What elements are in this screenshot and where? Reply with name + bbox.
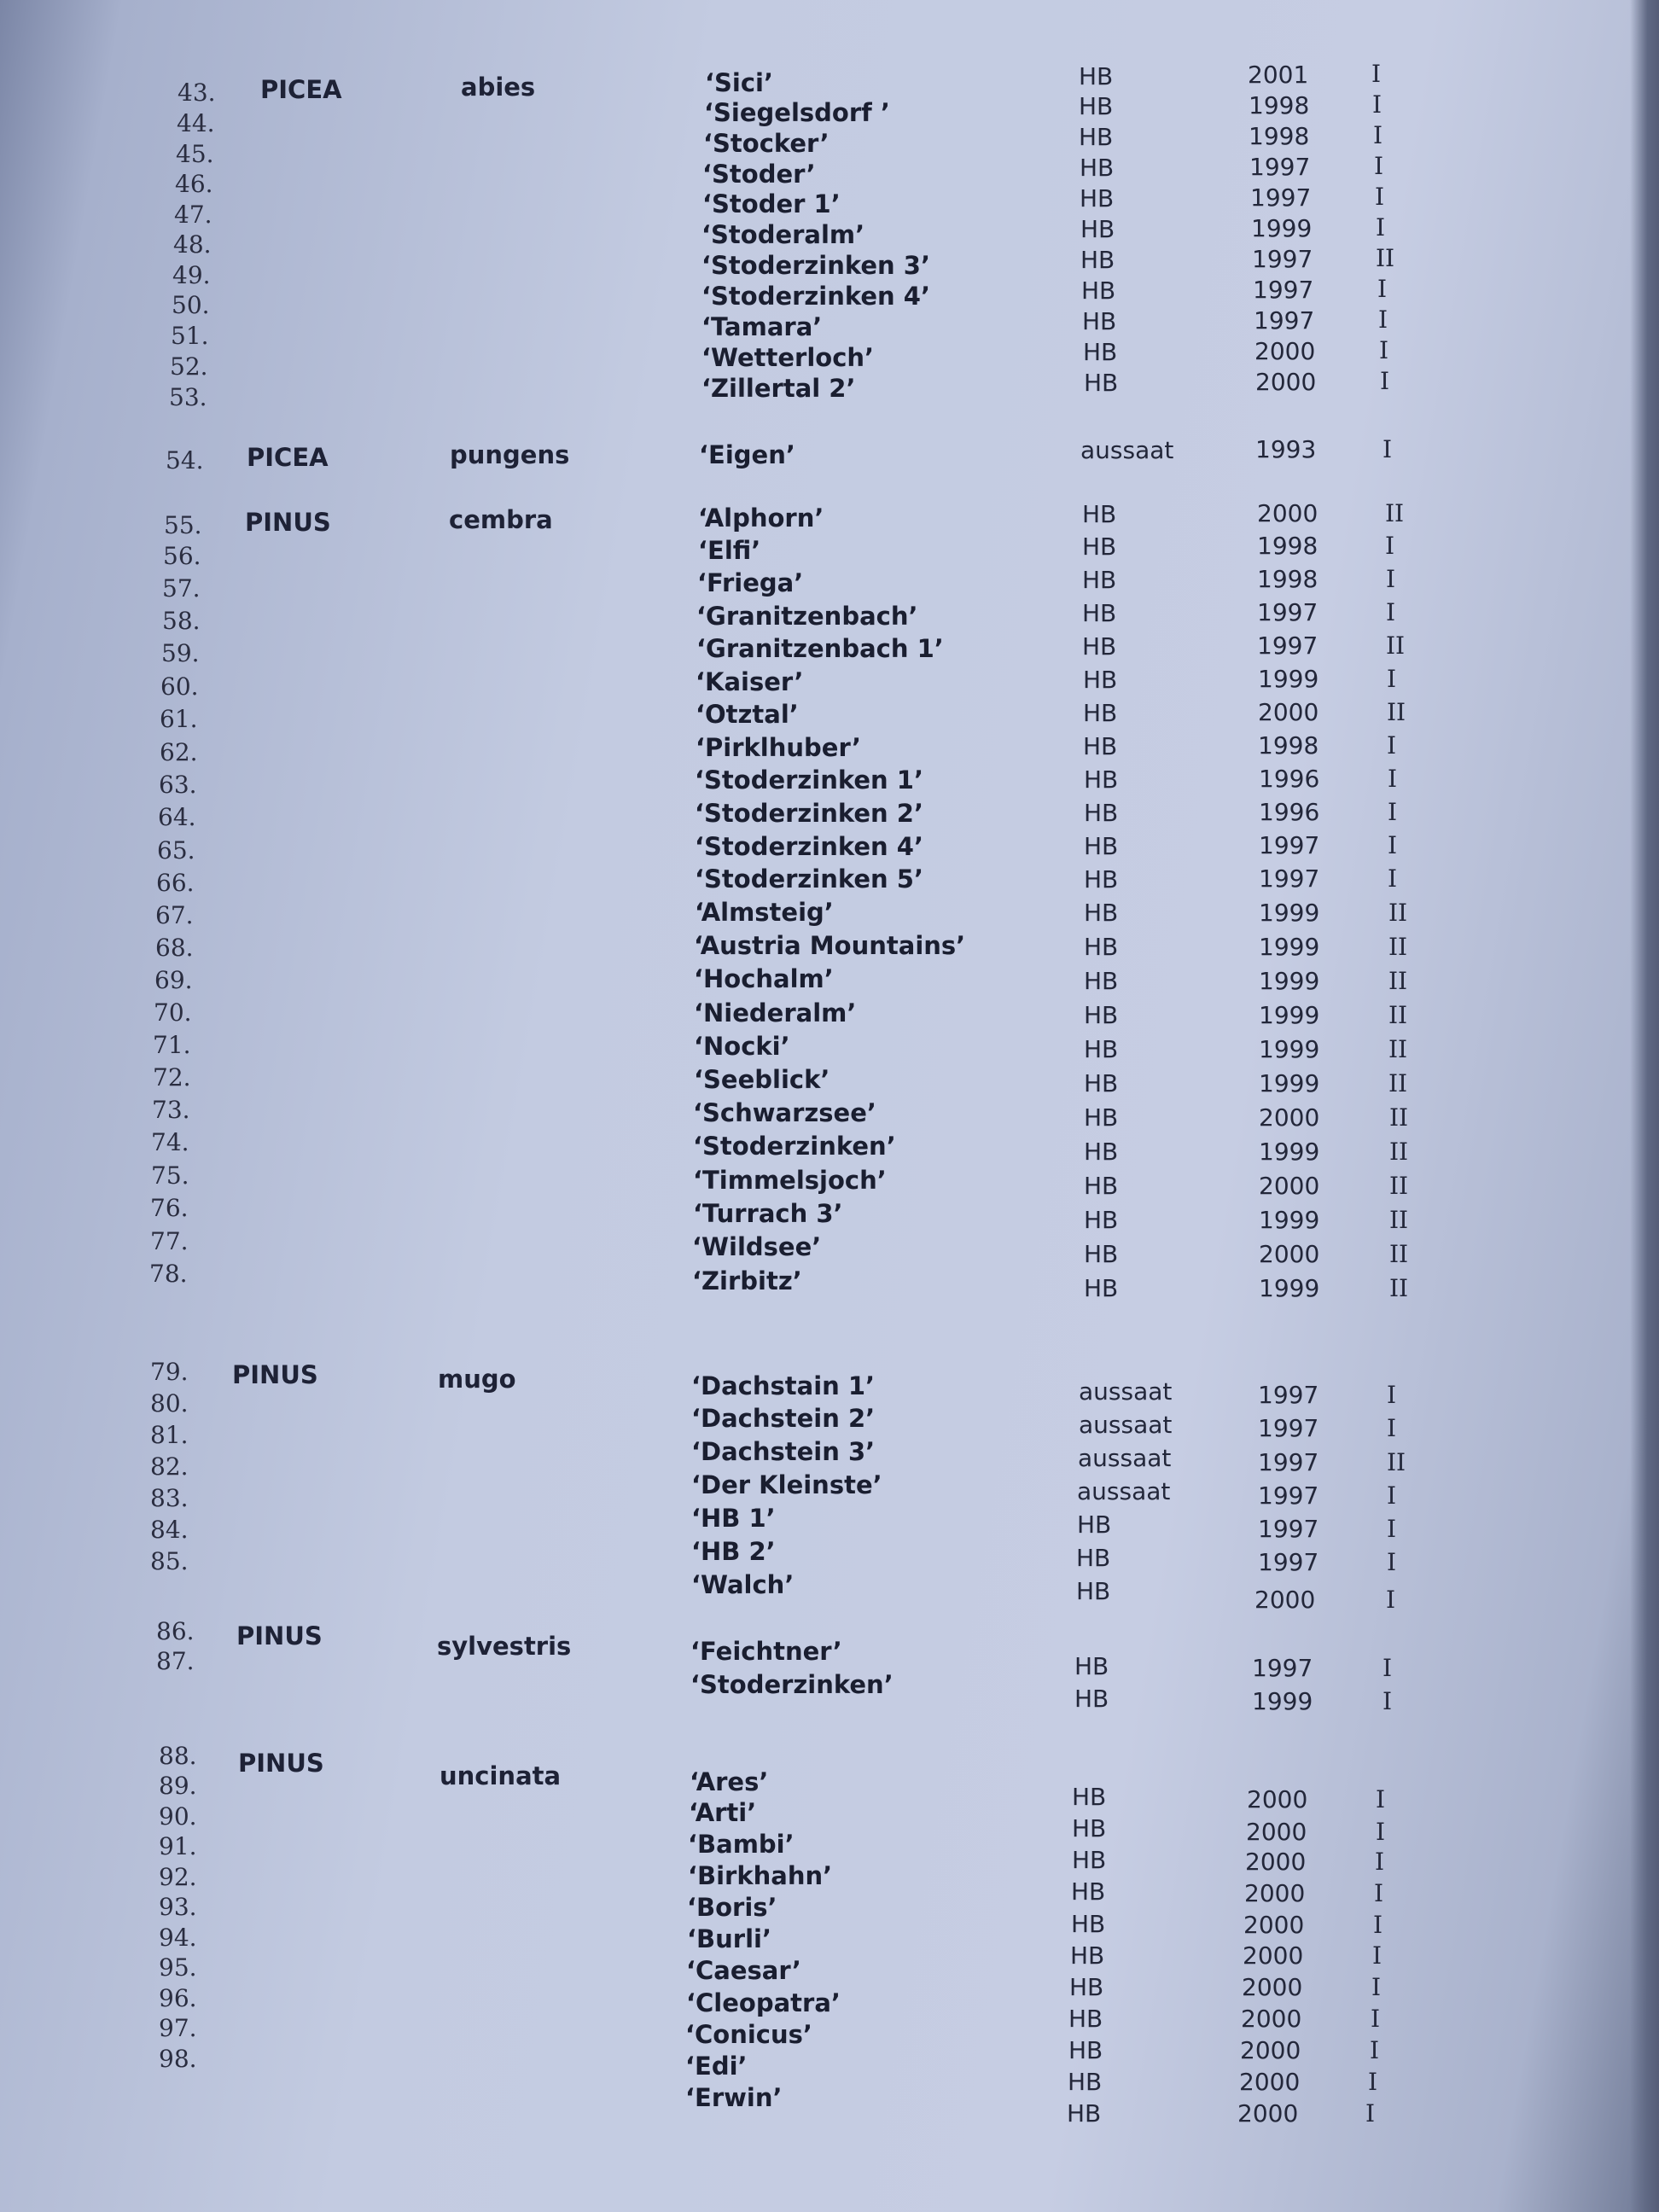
row-number: 77. (150, 1227, 189, 1255)
row-number: 66. (156, 869, 195, 897)
year-cell: 2000 (1259, 1103, 1320, 1132)
year-cell: 1999 (1259, 933, 1320, 961)
row-number: 74. (151, 1128, 189, 1156)
grade-cell: I (1371, 2005, 1381, 2033)
grade-cell: II (1389, 1172, 1409, 1200)
row-number: 48. (173, 230, 212, 259)
source-cell: aussaat (1077, 1477, 1171, 1505)
year-cell: 2000 (1239, 2068, 1301, 2096)
cultivar-name: ‘Turrach 3’ (693, 1199, 843, 1228)
species-label: abies (461, 73, 536, 102)
row-number: 79. (150, 1358, 189, 1386)
year-cell: 1997 (1253, 276, 1314, 304)
cultivar-name: ‘Kaiser’ (696, 667, 804, 696)
year-cell: 1999 (1258, 665, 1319, 693)
grade-cell: I (1376, 1818, 1386, 1846)
source-cell: HB (1084, 1240, 1119, 1268)
source-cell: HB (1079, 92, 1114, 120)
source-cell: HB (1084, 1035, 1119, 1063)
grade-cell: I (1370, 2036, 1380, 2064)
genus-label: PINUS (245, 508, 331, 537)
cultivar-name: ‘Schwarzsee’ (693, 1098, 876, 1127)
cultivar-name: ‘Stoder 1’ (702, 189, 841, 218)
year-cell: 1997 (1249, 153, 1311, 181)
row-number: 86. (156, 1617, 195, 1645)
year-cell: 2000 (1258, 698, 1319, 726)
cultivar-name: ‘Conicus’ (685, 2020, 812, 2049)
source-cell: HB (1084, 765, 1119, 794)
source-cell: HB (1084, 1206, 1119, 1234)
row-number: 71. (153, 1031, 191, 1059)
grade-cell: II (1388, 933, 1408, 961)
cultivar-name: ‘Ares’ (690, 1767, 769, 1796)
grade-cell: I (1375, 183, 1385, 211)
source-cell: HB (1083, 666, 1118, 694)
grade-cell: I (1371, 60, 1382, 88)
row-number: 45. (176, 140, 214, 168)
cultivar-name: ‘Boris’ (687, 1893, 777, 1922)
row-number: 58. (162, 607, 201, 635)
grade-cell: II (1386, 632, 1406, 660)
grade-cell: II (1389, 1240, 1409, 1268)
grade-cell: I (1387, 731, 1397, 760)
cultivar-name: ‘Walch’ (691, 1570, 795, 1599)
source-cell: HB (1084, 369, 1119, 397)
species-label: pungens (450, 440, 570, 469)
year-cell: 1997 (1254, 306, 1315, 335)
cultivar-name: ‘Austria Mountains’ (694, 931, 966, 960)
row-number: 85. (150, 1547, 189, 1575)
source-cell: HB (1070, 1941, 1105, 1970)
year-cell: 2000 (1254, 337, 1316, 365)
year-cell: 2000 (1240, 2036, 1301, 2064)
genus-label: PINUS (238, 1749, 324, 1778)
year-cell: 2000 (1259, 1172, 1320, 1200)
year-cell: 2000 (1243, 1911, 1305, 1939)
cultivar-name: ‘HB 1’ (691, 1504, 776, 1533)
year-cell: 1997 (1258, 1481, 1319, 1510)
row-number: 60. (160, 672, 199, 701)
source-cell: aussaat (1079, 1377, 1173, 1406)
source-cell: HB (1084, 865, 1119, 894)
year-cell: 1996 (1259, 798, 1320, 826)
grade-cell: I (1385, 532, 1395, 560)
cultivar-name: ‘Feichtner’ (690, 1637, 842, 1666)
genus-label: PICEA (247, 443, 329, 472)
source-cell: HB (1084, 1069, 1119, 1097)
source-cell: HB (1071, 1910, 1106, 1938)
source-cell: HB (1084, 1172, 1119, 1200)
grade-cell: I (1372, 1941, 1382, 1970)
source-cell: HB (1082, 566, 1117, 594)
row-number: 68. (155, 934, 194, 962)
row-number: 67. (155, 901, 194, 929)
cultivar-name: ‘Stoderzinken 3’ (701, 251, 930, 280)
cultivar-name: ‘Birkhahn’ (688, 1861, 833, 1890)
source-cell: HB (1072, 1783, 1107, 1811)
cultivar-name: ‘Zirbitz’ (692, 1266, 802, 1295)
row-number: 80. (150, 1389, 189, 1417)
year-cell: 1997 (1252, 245, 1313, 273)
year-cell: 2000 (1255, 368, 1317, 396)
year-cell: 1993 (1255, 435, 1317, 463)
year-cell: 1998 (1258, 731, 1319, 760)
source-cell: HB (1083, 732, 1118, 760)
year-cell: 1997 (1258, 1414, 1319, 1442)
row-number: 98. (159, 2045, 197, 2073)
cultivar-name: ‘Stoderalm’ (701, 220, 865, 249)
grade-cell: I (1387, 1414, 1397, 1442)
cultivar-name: ‘Stoderzinken 4’ (695, 832, 923, 861)
year-cell: 2000 (1257, 499, 1318, 527)
row-number: 72. (153, 1063, 191, 1091)
cultivar-name: ‘Stoderzinken 1’ (695, 765, 923, 795)
row-number: 53. (169, 383, 207, 411)
source-cell: HB (1081, 276, 1116, 305)
year-cell: 1999 (1259, 1069, 1320, 1097)
cultivar-name: ‘Pirklhuber’ (696, 733, 861, 762)
year-cell: 1997 (1258, 1515, 1319, 1543)
source-cell: HB (1080, 184, 1115, 212)
row-number: 95. (159, 1953, 197, 1982)
cultivar-name: ‘Niederalm’ (694, 998, 857, 1027)
grade-cell: I (1387, 1381, 1397, 1409)
grade-cell: I (1388, 798, 1398, 826)
year-cell: 2000 (1237, 2099, 1299, 2128)
species-label: cembra (449, 505, 553, 534)
grade-cell: I (1377, 275, 1388, 303)
grade-cell: II (1388, 967, 1408, 995)
year-cell: 1998 (1249, 122, 1310, 150)
row-number: 94. (159, 1924, 197, 1952)
grade-cell: I (1387, 1515, 1397, 1543)
grade-cell: I (1372, 90, 1382, 119)
year-cell: 1999 (1259, 1206, 1320, 1234)
source-cell: HB (1083, 338, 1118, 366)
row-number: 43. (178, 79, 216, 107)
year-cell: 1997 (1259, 864, 1320, 893)
year-cell: 1997 (1258, 1448, 1319, 1476)
grade-cell: I (1388, 765, 1398, 793)
year-cell: 1997 (1257, 632, 1318, 660)
species-label: uncinata (439, 1761, 562, 1790)
row-number: 70. (154, 998, 192, 1027)
row-number: 52. (170, 352, 208, 381)
year-cell: 1997 (1252, 1654, 1313, 1682)
species-label: mugo (438, 1365, 516, 1394)
cultivar-name: ‘Hochalm’ (694, 964, 834, 993)
source-cell: HB (1071, 1877, 1106, 1906)
year-cell: 2000 (1247, 1785, 1308, 1813)
row-number: 73. (152, 1096, 190, 1124)
row-number: 49. (172, 261, 211, 289)
source-cell: aussaat (1078, 1444, 1172, 1472)
grade-cell: II (1388, 899, 1408, 927)
source-cell: HB (1069, 1973, 1104, 2001)
row-number: 87. (156, 1647, 195, 1675)
row-number: 59. (161, 639, 200, 667)
source-cell: HB (1084, 1138, 1119, 1166)
grade-cell: II (1388, 1035, 1408, 1063)
grade-cell: I (1382, 435, 1393, 463)
year-cell: 1997 (1258, 1381, 1319, 1409)
year-cell: 1998 (1249, 91, 1310, 119)
row-number: 57. (162, 574, 201, 602)
source-cell: HB (1079, 123, 1114, 151)
year-cell: 1997 (1259, 831, 1320, 859)
grade-cell: II (1389, 1206, 1409, 1234)
year-cell: 2000 (1245, 1848, 1307, 1876)
grade-cell: I (1373, 1911, 1383, 1939)
year-cell: 1997 (1257, 598, 1318, 626)
source-cell: HB (1079, 62, 1114, 90)
grade-cell: I (1376, 1785, 1386, 1813)
source-cell: HB (1084, 933, 1119, 961)
grade-cell: II (1388, 1069, 1408, 1097)
grade-cell: I (1365, 2099, 1376, 2128)
grade-cell: I (1387, 1548, 1397, 1576)
grade-cell: I (1379, 336, 1389, 364)
cultivar-name: ‘Timmelsjoch’ (693, 1166, 887, 1195)
row-number: 75. (151, 1161, 189, 1190)
source-cell: HB (1084, 899, 1119, 927)
cultivar-name: ‘Stoderzinken 2’ (695, 799, 923, 828)
cultivar-name: ‘Friega’ (697, 568, 804, 597)
cultivar-name: ‘Edi’ (685, 2052, 748, 2081)
grade-cell: I (1380, 367, 1390, 395)
row-number: 51. (171, 322, 209, 350)
source-cell: HB (1082, 599, 1117, 627)
row-number: 93. (159, 1893, 197, 1921)
grade-cell: II (1385, 499, 1405, 527)
grade-cell: I (1382, 1687, 1393, 1715)
year-cell: 1997 (1250, 183, 1312, 212)
row-number: 65. (157, 836, 195, 864)
row-number: 61. (160, 705, 198, 733)
cultivar-name: ‘Wildsee’ (692, 1232, 822, 1261)
year-cell: 1999 (1259, 899, 1320, 927)
grade-cell: I (1378, 306, 1388, 334)
cultivar-name: ‘Burli’ (687, 1924, 771, 1953)
grade-cell: I (1373, 121, 1383, 149)
cultivar-name: ‘Seeblick’ (694, 1065, 830, 1094)
source-cell: HB (1084, 832, 1119, 860)
year-cell: 1999 (1259, 1274, 1320, 1302)
source-cell: HB (1068, 2036, 1103, 2064)
cultivar-name: ‘Granitzenbach 1’ (696, 634, 944, 663)
year-cell: 1999 (1259, 1138, 1320, 1166)
cultivar-name: ‘Stoderzinken’ (693, 1132, 896, 1161)
year-cell: 2000 (1242, 1973, 1303, 2001)
cultivar-name: ‘Otztal’ (696, 700, 799, 729)
source-cell: HB (1084, 799, 1119, 827)
year-cell: 1999 (1259, 1035, 1320, 1063)
page-edge-shadow (1630, 0, 1659, 2212)
source-cell: HB (1084, 967, 1119, 995)
source-cell: HB (1084, 1103, 1119, 1132)
source-cell: HB (1068, 2005, 1103, 2033)
source-cell: HB (1080, 215, 1115, 243)
species-label: sylvestris (437, 1632, 572, 1661)
year-cell: 1997 (1258, 1548, 1319, 1576)
row-number: 64. (158, 803, 196, 831)
cultivar-name: ‘Arti’ (689, 1798, 757, 1827)
year-cell: 2000 (1259, 1240, 1320, 1268)
grade-cell: II (1388, 1001, 1408, 1029)
row-number: 55. (164, 511, 202, 539)
row-number: 56. (163, 542, 201, 570)
grade-cell: I (1387, 665, 1397, 693)
grade-cell: I (1388, 831, 1398, 859)
cultivar-name: ‘Dachstein 3’ (691, 1437, 876, 1466)
year-cell: 2000 (1241, 2005, 1302, 2033)
row-number: 82. (150, 1452, 189, 1481)
year-cell: 1999 (1252, 1687, 1313, 1715)
cultivar-name: ‘Caesar’ (686, 1956, 801, 1985)
row-number: 50. (172, 291, 210, 319)
grade-cell: II (1389, 1138, 1409, 1166)
row-number: 69. (154, 966, 193, 994)
year-cell: 1999 (1259, 967, 1320, 995)
source-cell: HB (1083, 699, 1118, 727)
source-cell: HB (1074, 1652, 1109, 1680)
row-number: 91. (159, 1832, 197, 1860)
grade-cell: I (1374, 1879, 1384, 1907)
year-cell: 2001 (1248, 61, 1309, 89)
grade-cell: II (1387, 1448, 1406, 1476)
grade-cell: II (1389, 1103, 1409, 1132)
row-number: 63. (159, 771, 197, 799)
grade-cell: I (1386, 1586, 1396, 1614)
row-number: 47. (174, 201, 212, 229)
row-number: 96. (159, 1984, 197, 2012)
grade-cell: I (1386, 565, 1396, 593)
year-cell: 1996 (1259, 765, 1320, 793)
source-cell: HB (1076, 1544, 1111, 1572)
cultivar-name: ‘Cleopatra’ (686, 1988, 841, 2017)
year-cell: 1998 (1257, 565, 1318, 593)
source-cell: aussaat (1079, 1411, 1173, 1439)
cultivar-name: ‘Wetterloch’ (701, 343, 875, 372)
year-cell: 2000 (1243, 1941, 1304, 1970)
cultivar-name: ‘Stoderzinken 4’ (701, 282, 930, 311)
year-cell: 2000 (1244, 1879, 1306, 1907)
grade-cell: II (1376, 244, 1395, 272)
source-cell: HB (1067, 2099, 1102, 2128)
grade-cell: I (1375, 1848, 1385, 1876)
source-cell: HB (1072, 1846, 1107, 1874)
year-cell: 1998 (1257, 532, 1318, 560)
grade-cell: II (1387, 698, 1406, 726)
source-cell: HB (1068, 2068, 1103, 2096)
cultivar-name: ‘Siegelsdorf ’ (704, 98, 890, 127)
cultivar-name: ‘Stocker’ (703, 129, 830, 158)
row-number: 44. (177, 109, 215, 137)
grade-cell: II (1389, 1274, 1409, 1302)
cultivar-name: ‘Granitzenbach’ (696, 602, 918, 631)
genus-label: PINUS (232, 1360, 318, 1389)
grade-cell: I (1382, 1654, 1393, 1682)
source-cell: HB (1080, 154, 1115, 182)
genus-label: PINUS (236, 1621, 323, 1650)
row-number: 46. (175, 170, 213, 198)
row-number: 92. (159, 1863, 197, 1891)
cultivar-name: ‘Bambi’ (688, 1830, 795, 1859)
source-cell: HB (1076, 1577, 1111, 1605)
cultivar-name: ‘Almsteig’ (695, 898, 834, 927)
cultivar-name: ‘Elfi’ (698, 536, 761, 565)
year-cell: 1999 (1251, 214, 1313, 242)
grade-cell: I (1376, 213, 1386, 242)
cultivar-name: ‘Der Kleinste’ (691, 1470, 882, 1499)
cultivar-name: ‘Stoderzinken 5’ (695, 864, 923, 894)
year-cell: 2000 (1246, 1818, 1307, 1846)
grade-cell: I (1371, 1973, 1382, 2001)
cultivar-name: ‘Stoderzinken’ (690, 1670, 894, 1699)
row-number: 54. (166, 446, 204, 474)
source-cell: HB (1082, 533, 1117, 561)
row-number: 81. (150, 1421, 189, 1449)
row-number: 90. (159, 1802, 197, 1831)
row-number: 78. (149, 1260, 188, 1288)
row-number: 84. (150, 1516, 189, 1544)
source-cell: HB (1082, 500, 1117, 528)
source-cell: HB (1082, 307, 1117, 335)
cultivar-name: ‘Stoder’ (702, 160, 816, 189)
grade-cell: I (1387, 1481, 1397, 1510)
cultivar-name: ‘Nocki’ (694, 1032, 790, 1061)
row-number: 89. (159, 1772, 197, 1800)
grade-cell: I (1374, 152, 1384, 180)
year-cell: 1999 (1259, 1001, 1320, 1029)
cultivar-name: ‘Zillertal 2’ (701, 374, 856, 403)
row-number: 76. (150, 1194, 189, 1222)
cultivar-name: ‘Tamara’ (701, 312, 823, 341)
grade-cell: I (1368, 2068, 1378, 2096)
cultivar-name: ‘Alphorn’ (698, 504, 824, 533)
cultivar-name: ‘Erwin’ (685, 2083, 783, 2112)
source-cell: HB (1074, 1685, 1109, 1713)
year-cell: 2000 (1254, 1586, 1316, 1614)
source-cell: HB (1082, 632, 1117, 661)
row-number: 83. (150, 1484, 189, 1512)
source-cell: HB (1084, 1001, 1119, 1029)
source-cell: HB (1077, 1511, 1112, 1539)
source-cell: HB (1084, 1274, 1119, 1302)
source-cell: HB (1072, 1814, 1107, 1842)
cultivar-name: ‘Dachstain 1’ (691, 1371, 876, 1400)
source-cell: HB (1080, 246, 1115, 274)
grade-cell: I (1388, 864, 1398, 893)
grade-cell: I (1386, 598, 1396, 626)
genus-label: PICEA (260, 75, 342, 104)
cultivar-name: ‘HB 2’ (691, 1537, 776, 1566)
row-number: 62. (160, 738, 198, 766)
cultivar-name: ‘Eigen’ (699, 440, 795, 469)
source-cell: aussaat (1080, 436, 1174, 464)
cultivar-name: ‘Dachstein 2’ (691, 1404, 876, 1433)
row-number: 88. (159, 1742, 197, 1770)
row-number: 97. (159, 2014, 197, 2042)
cultivar-name: ‘Sici’ (705, 68, 773, 97)
